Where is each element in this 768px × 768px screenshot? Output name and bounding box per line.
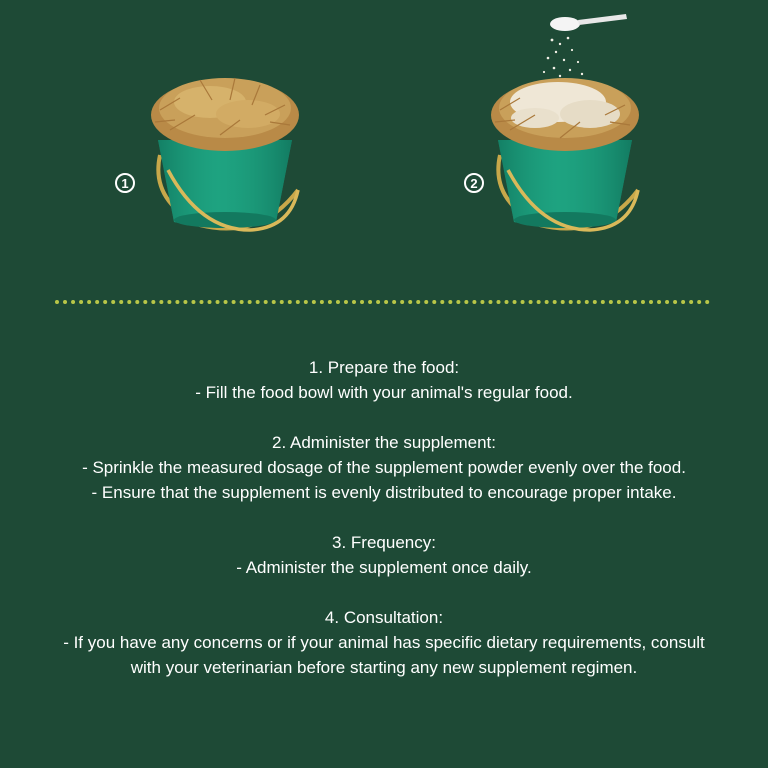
consultation-heading: 4. Consultation: [324,608,444,627]
step-1-number: 1 [121,175,129,191]
dotted-divider [55,300,710,304]
consultation-line-2: with your veterinarian before starting any new supplement regimen. [130,658,638,677]
consultation-line-1: - If you have any concerns or if your animal has specific dietary requirements, consult [63,633,705,652]
step-1-marker [115,173,135,193]
frequency-heading: 3. Frequency: [332,533,436,552]
administer-heading: 2. Administer the supplement: [272,433,496,452]
spoon-icon [550,14,627,31]
frequency-line-1: - Administer the supplement once daily. [236,558,532,577]
administer-line-2: - Ensure that the supplement is evenly distributed to encourage proper intake. [91,483,677,502]
instructions-block [10,355,758,680]
prepare-line-1: - Fill the food bowl with your animal's regular food. [195,383,573,402]
bucket-with-hay-icon [140,60,310,240]
step-2-number: 2 [470,175,478,191]
prepare-heading: 1. Prepare the food: [308,358,460,377]
bucket-with-hay-and-powder-icon [480,10,650,240]
administer-line-1: - Sprinkle the measured dosage of the supplement powder evenly over the food. [82,458,686,477]
